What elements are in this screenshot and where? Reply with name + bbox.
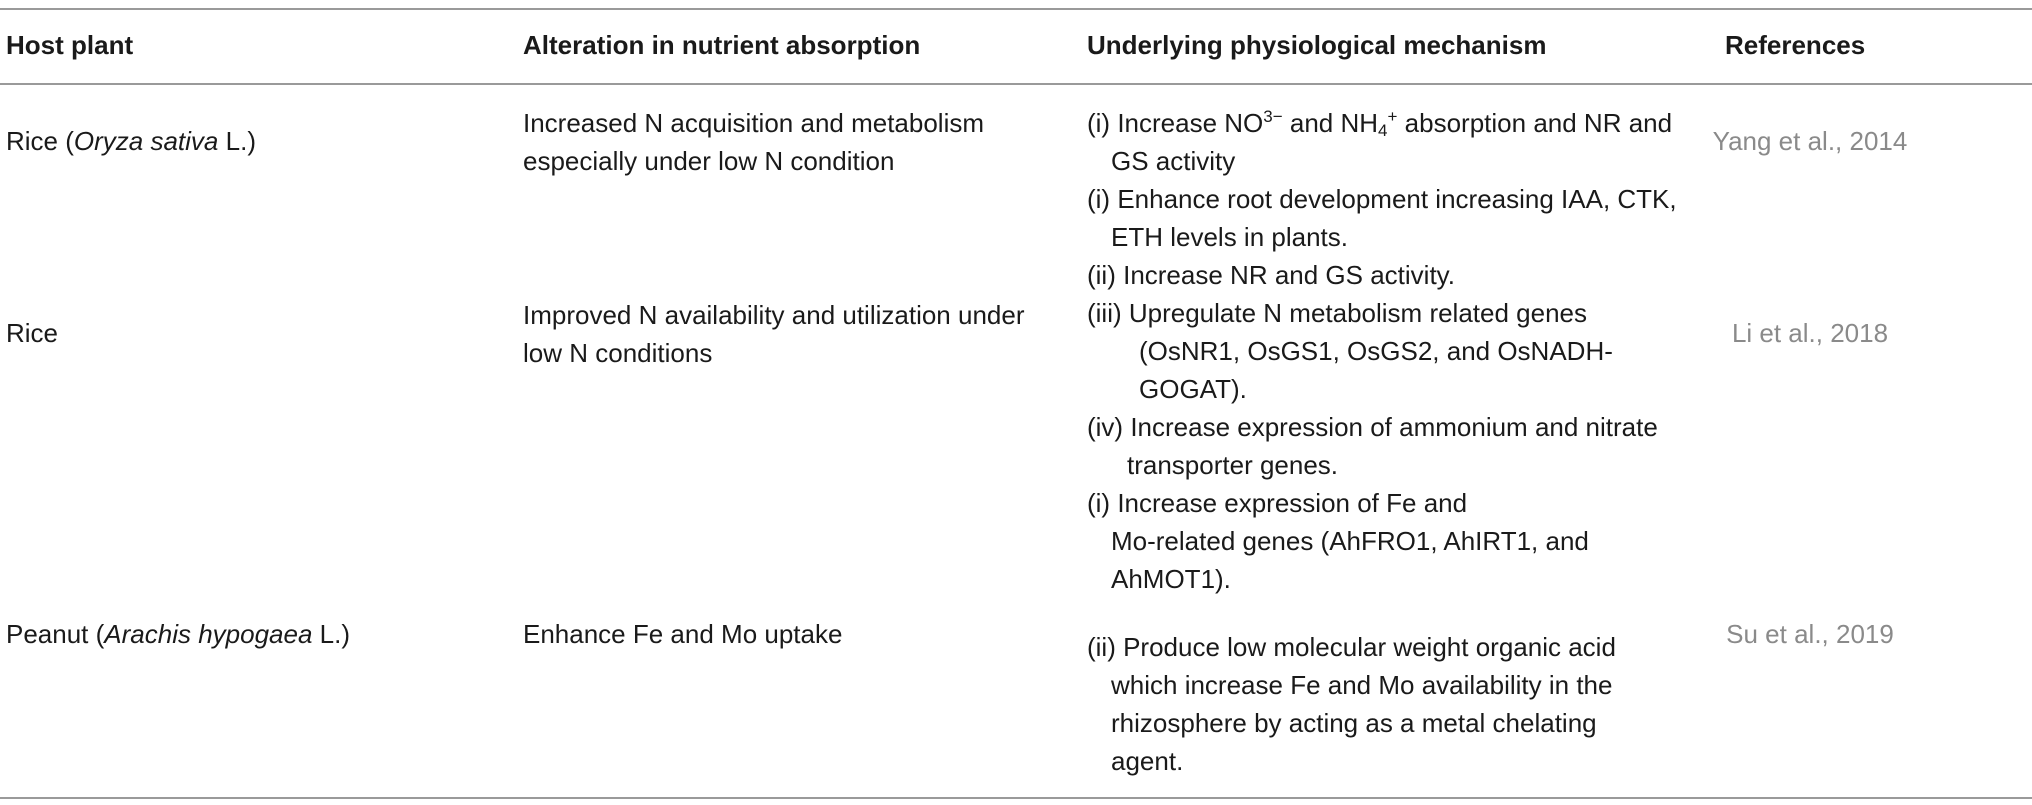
row3-reference[interactable]: Su et al., 2019 [1726, 619, 1894, 649]
row2-host-plant: Rice [6, 318, 59, 348]
mechanism-item: (i) Increase $NO^{3-}$ and $NH_4^+$ absorption and NR and [1087, 107, 1673, 140]
header-rule [0, 83, 2032, 85]
header-host-plant: Host plant [6, 30, 134, 60]
header-alteration: Alteration in nutrient absorption [523, 30, 921, 60]
row1-reference[interactable]: Yang et al., 2014 [1712, 126, 1908, 156]
table-top-rule [0, 8, 2032, 10]
table-bottom-rule [0, 797, 2032, 799]
header-references: References [1725, 30, 1866, 60]
header-mechanism: Underlying physiological mechanism [1087, 30, 1547, 60]
mechanism-list-peanut: (ii) Produce low molecular weight organic acid which increase Fe and Mo availability in the rhizosphere by acting as a metal chelating agent. [1087, 632, 1616, 776]
row2-alteration: Improved N availability and utilization under low N conditions [523, 300, 1025, 368]
row3-host-plant: Peanut (Arachis hypogaea L.) [6, 619, 351, 649]
row1-alteration: Increased N acquisition and metabolism especially under low N condition [523, 108, 985, 176]
row3-alteration: Enhance Fe and Mo uptake [523, 619, 843, 649]
row1-host-plant: Rice (Oryza sativa L.) [6, 126, 256, 156]
mechanism-list: (i) Increase $NO^{3-}$ and $NH_4^+$ absorption and NR and GS activity (i) Enhance root development increasing IAA, CTK, ETH levels in plants. (ii) Increase NR and GS activity. (iii) Upregulate N metabolism related genes (OsNR1, OsGS1, OsGS2, and OsNADH- GOGAT). (iv) Increase expression of ammonium and nitrate transporter genes. (i) Increase expression of Fe and Mo-related genes (AhFRO1, AhIRT1, and AhMOT1). [1087, 104, 1677, 598]
row2-reference[interactable]: Li et al., 2018 [1731, 318, 1889, 348]
